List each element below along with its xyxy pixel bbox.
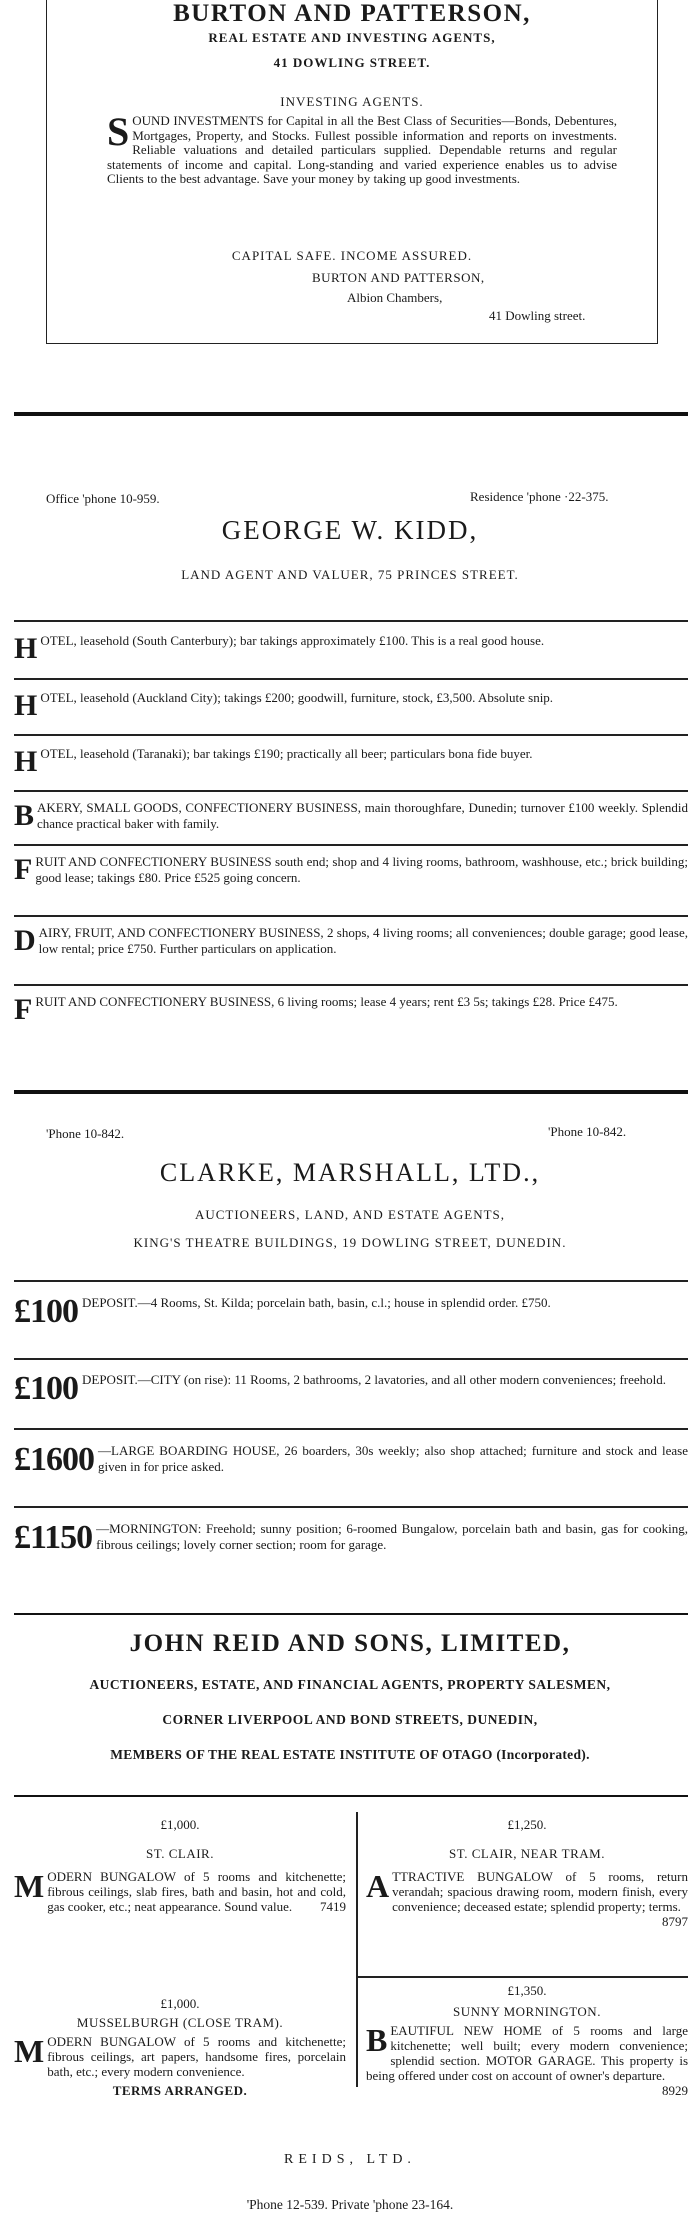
deal-item: [14, 1441, 688, 1478]
listing-divider: [14, 734, 688, 736]
ad-address: 41 DOWLING STREET.: [273, 55, 431, 70]
listing-divider: [14, 984, 688, 986]
listing-item: [14, 854, 688, 886]
property-text: ODERN BUNGALOW of 5 rooms and kitchenette; fibrous ceilings, art papers, handsome fires, porcelain bath, etc.; every modern convenience.: [47, 2034, 346, 2079]
property-description: [14, 1869, 346, 1914]
drop-cap: B: [366, 2022, 388, 2058]
ad-membership: MEMBERS OF THE REAL ESTATE INSTITUTE OF OTAGO (Incorporated).: [110, 1747, 590, 1762]
phone-left: 'Phone 10-842.: [46, 1126, 125, 1141]
listing-item: [14, 993, 688, 1026]
phone-right: 'Phone 10-842.: [548, 1124, 627, 1139]
ad-subtitle: AUCTIONEERS, ESTATE, AND FINANCIAL AGENTS, PROPERTY SALESMEN,: [89, 1677, 611, 1692]
listing-text: OTEL, leasehold (South Canterbury); bar takings approximately £100. This is a real good house.: [40, 633, 545, 648]
ad-address: CORNER LIVERPOOL AND BOND STREETS, DUNEDIN,: [162, 1712, 538, 1727]
listing-text: OTEL, leasehold (Taranaki); bar takings £190; practically all beer; particulars bona fide buyer.: [40, 746, 533, 761]
property-location: ST. CLAIR.: [146, 1846, 214, 1861]
property-text: TTRACTIVE BUNGALOW of 5 rooms, return verandah; spacious drawing room, modern finish, every convenience; deceased estate; splendid property; terms.: [392, 1869, 688, 1914]
drop-cap: D: [14, 924, 36, 957]
ad-title: BURTON AND PATTERSON,: [173, 0, 531, 27]
footer-phone: 'Phone 12-539. Private 'phone 23-164.: [246, 2197, 454, 2212]
property-price: £1,000.: [160, 1996, 200, 2011]
ad-address: KING'S THEATRE BUILDINGS, 19 DOWLING STREET, DUNEDIN.: [133, 1235, 567, 1250]
listing-item: [14, 745, 688, 778]
section-divider: [14, 1613, 688, 1615]
property-text: ODERN BUNGALOW of 5 rooms and kitchenette; fibrous ceilings, slab fires, bath and basin, hot and cold, gas cooker, etc.; neat appearance. Sound value.: [47, 1869, 346, 1914]
office-phone: Office 'phone 10-959.: [46, 491, 160, 506]
section-divider: [14, 412, 688, 416]
property-cell: [366, 1817, 688, 1929]
listing-text: AIRY, FRUIT, AND CONFECTIONERY BUSINESS, 2 shops, 4 living rooms; all conveniences; double garage; good lease, low rental; price £750. Further particulars on application.: [38, 925, 688, 956]
burton-patterson-ad: [46, 0, 658, 344]
deal-price: £1600: [14, 1441, 94, 1478]
property-description: [366, 2022, 688, 2098]
property-cell: [366, 1983, 688, 2098]
listing-divider: [14, 620, 688, 622]
property-location: ST. CLAIR, NEAR TRAM.: [449, 1846, 605, 1861]
listing-item: [14, 800, 688, 832]
listing-divider: [14, 844, 688, 846]
deal-price: £100: [14, 1370, 78, 1407]
reference-number: 7419: [320, 1899, 346, 1914]
property-text: EAUTIFUL NEW HOME of 5 rooms and large kitchenette; well built; every modern convenience; splendid section. MOTOR GARAGE. This property is being offered under cost on account of owner's departure.: [366, 2023, 688, 2083]
signature-name: BURTON AND PATTERSON,: [312, 270, 485, 285]
footer-name: REIDS, LTD.: [284, 2152, 416, 2167]
ad-subtitle: LAND AGENT AND VALUER, 75 PRINCES STREET.: [181, 567, 519, 582]
drop-cap: F: [14, 993, 33, 1026]
cell-divider: [356, 1976, 688, 1978]
deal-text: —LARGE BOARDING HOUSE, 26 boarders, 30s weekly; also shop attached; furniture and stock and lease given in for price asked.: [98, 1443, 688, 1474]
signature-building: Albion Chambers,: [347, 290, 443, 305]
property-cell: [14, 1996, 346, 2098]
listing-text: RUIT AND CONFECTIONERY BUSINESS, 6 living rooms; lease 4 years; rent £3 5s; takings £28. Price £475.: [35, 994, 618, 1009]
property-location: SUNNY MORNINGTON.: [453, 2004, 601, 2019]
property-price: £1,250.: [507, 1817, 547, 1832]
drop-cap: H: [14, 689, 38, 722]
listing-divider: [14, 1428, 688, 1430]
deal-price: £100: [14, 1293, 78, 1330]
listing-divider: [14, 1358, 688, 1360]
reference-number: 8929: [662, 2083, 688, 2098]
signature-street: 41 Dowling street.: [489, 308, 586, 323]
listing-item: [14, 689, 688, 722]
property-location: MUSSELBURGH (CLOSE TRAM).: [76, 2015, 284, 2030]
drop-cap: H: [14, 745, 38, 778]
drop-cap: B: [14, 799, 35, 832]
drop-cap: F: [14, 853, 33, 886]
residence-phone: Residence 'phone ·22-375.: [470, 489, 609, 504]
ad-title: GEORGE W. KIDD,: [221, 515, 479, 545]
ad-heading: INVESTING AGENTS.: [280, 94, 424, 109]
property-description: [366, 1868, 688, 1929]
drop-cap: S: [107, 109, 130, 154]
ad-slogan: CAPITAL SAFE. INCOME ASSURED.: [231, 248, 473, 263]
listing-divider: [14, 790, 688, 792]
section-divider: [14, 1795, 688, 1797]
drop-cap: H: [14, 632, 38, 665]
deal-item: [14, 1519, 688, 1556]
property-description: [14, 2034, 346, 2079]
section-divider: [14, 1090, 688, 1094]
listing-item: [14, 632, 688, 665]
ad-body-text: OUND INVESTMENTS for Capital in all the Best Class of Securities—Bonds, Debentures, Mortgages, Property, and Stocks. Fullest possible information and reports on investments. Reliable valuations and detailed particulars supplied. Dependable returns and regular statements of income and capital. Long-standing and varied experience enables us to advise Clients to the best advantage. Save your money by taking up good investments.: [107, 113, 617, 186]
listing-divider: [14, 1506, 688, 1508]
property-price: £1,000.: [160, 1817, 200, 1832]
deal-text: DEPOSIT.—4 Rooms, St. Kilda; porcelain bath, basin, c.l.; house in splendid order. £750.: [82, 1295, 551, 1310]
drop-cap: A: [366, 1868, 390, 1904]
listing-text: OTEL, leasehold (Auckland City); takings £200; goodwill, furniture, stock, £3,500. Absolute snip.: [40, 690, 554, 705]
reference-number: 8797: [662, 1914, 688, 1929]
property-price: £1,350.: [507, 1983, 547, 1998]
listing-divider: [14, 1280, 688, 1282]
ad-body: [107, 109, 617, 187]
deal-item: [14, 1370, 688, 1407]
property-cell: [14, 1817, 346, 1914]
drop-cap: M: [14, 1868, 45, 1904]
ad-title: JOHN REID AND SONS, LIMITED,: [129, 1630, 571, 1657]
deal-text: —MORNINGTON: Freehold; sunny position; 6-roomed Bungalow, porcelain bath and basin, gas for cooking, fibrous ceilings; lovely corner section; room for garage.: [96, 1521, 688, 1552]
drop-cap: M: [14, 2033, 45, 2069]
listing-divider: [14, 678, 688, 680]
ad-title: CLARKE, MARSHALL, LTD.,: [159, 1158, 541, 1187]
deal-text: DEPOSIT.—CITY (on rise): 11 Rooms, 2 bathrooms, 2 lavatories, and all other modern conveniences; freehold.: [82, 1372, 667, 1387]
ad-subtitle: REAL ESTATE AND INVESTING AGENTS,: [208, 30, 496, 45]
listing-divider: [14, 915, 688, 917]
deal-price: £1150: [14, 1519, 93, 1556]
property-terms: TERMS ARRANGED.: [112, 2083, 248, 2098]
listing-item: [14, 925, 688, 957]
ad-subtitle: AUCTIONEERS, LAND, AND ESTATE AGENTS,: [194, 1207, 506, 1222]
listing-text: RUIT AND CONFECTIONERY BUSINESS south end; shop and 4 living rooms, bathroom, washhouse, etc.; brick building; good lease; takings £80. Price £525 going concern.: [35, 854, 688, 885]
deal-item: [14, 1293, 688, 1330]
column-divider: [356, 1812, 358, 2087]
listing-text: AKERY, SMALL GOODS, CONFECTIONERY BUSINESS, main thoroughfare, Dunedin; turnover £100 weekly. Splendid chance practical baker with family.: [37, 800, 688, 831]
